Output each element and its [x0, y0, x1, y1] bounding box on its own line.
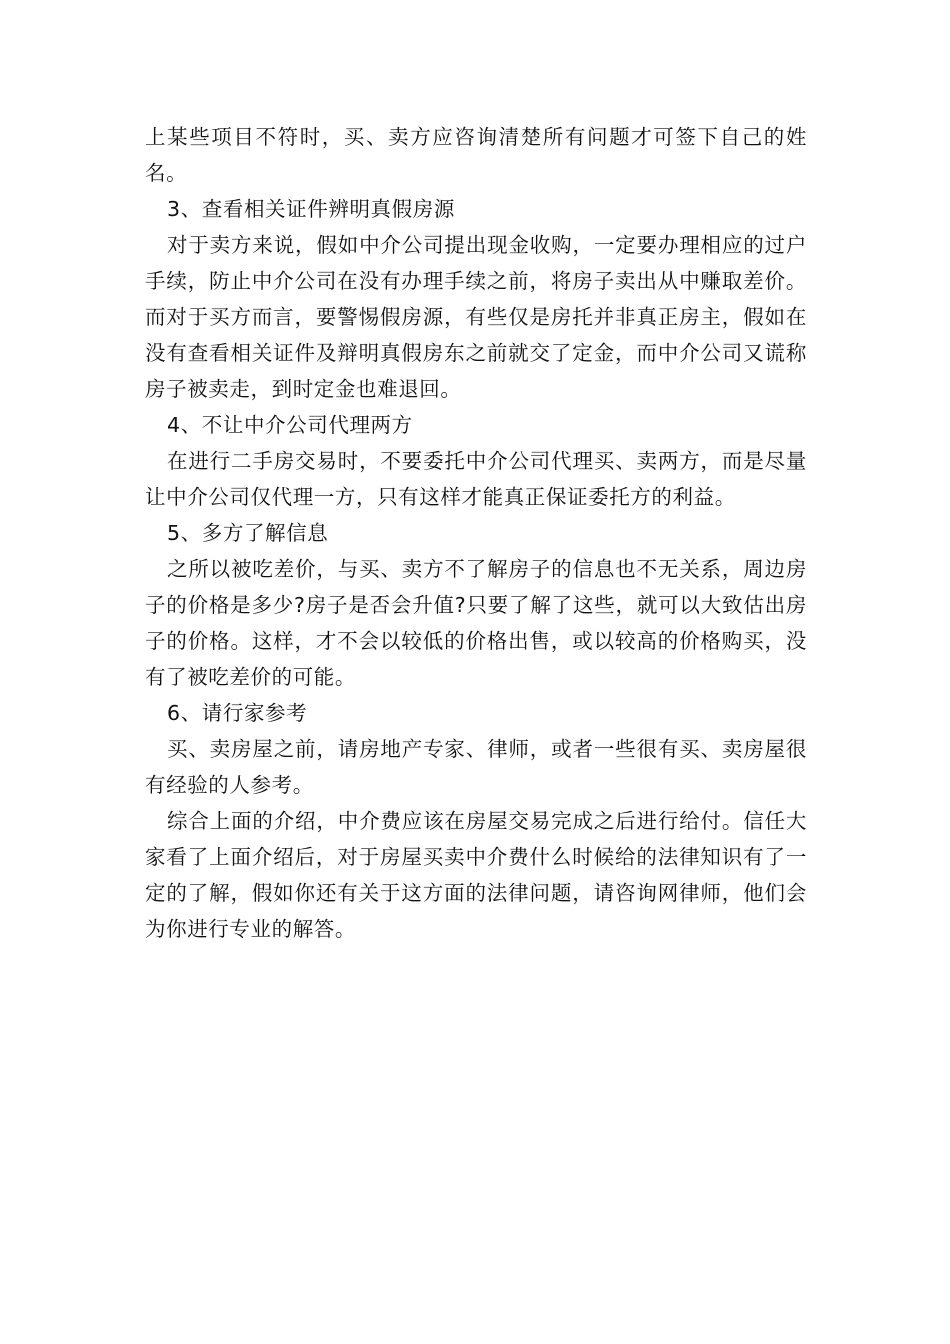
- section-heading-6: 6、请行家参考: [167, 701, 308, 725]
- paragraph-market-info: 之所以被吃差价，与买、卖方不了解房子的信息也不无关系，周边房子的价格是多少?房子是否会升值?只要了解了这些，就可以大致估出房子的价格。这样，才不会以较低的价格出售，或以较高的价格购买，没有了被吃差价的可能。: [145, 557, 807, 689]
- section-heading-3: 3、查看相关证件辨明真假房源: [167, 197, 455, 221]
- paragraph-verify-documents: 对于卖方来说，假如中介公司提出现金收购，一定要办理相应的过户手续，防止中介公司在没有办理手续之前，将房子卖出从中赚取差价。而对于买方而言，要警惕假房源，有些仅是房托并非真正房主，假如在没有查看相关证件及辩明真假房东之前就交了定金，而中介公司又谎称房子被卖走，到时定金也难退回。: [145, 233, 807, 401]
- section-heading-4: 4、不让中介公司代理两方: [167, 413, 413, 437]
- section-heading-5: 5、多方了解信息: [167, 521, 329, 545]
- paragraph-single-agency: 在进行二手房交易时，不要委托中介公司代理买、卖两方，而是尽量让中介公司仅代理一方，只有这样才能真正保证委托方的利益。: [145, 449, 807, 509]
- paragraph-continuation: 上某些项目不符时，买、卖方应咨询清楚所有问题才可签下自己的姓名。: [145, 125, 807, 185]
- paragraph-expert-advice: 买、卖房屋之前，请房地产专家、律师，或者一些很有买、卖房屋很有经验的人参考。: [145, 737, 807, 797]
- paragraph-conclusion: 综合上面的介绍，中介费应该在房屋交易完成之后进行给付。信任大家看了上面介绍后，对于房屋买卖中介费什么时候给的法律知识有了一定的了解，假如你还有关于这方面的法律问题，请咨询网律师，他们会为你进行专业的解答。: [145, 809, 807, 941]
- document-body: [145, 119, 807, 947]
